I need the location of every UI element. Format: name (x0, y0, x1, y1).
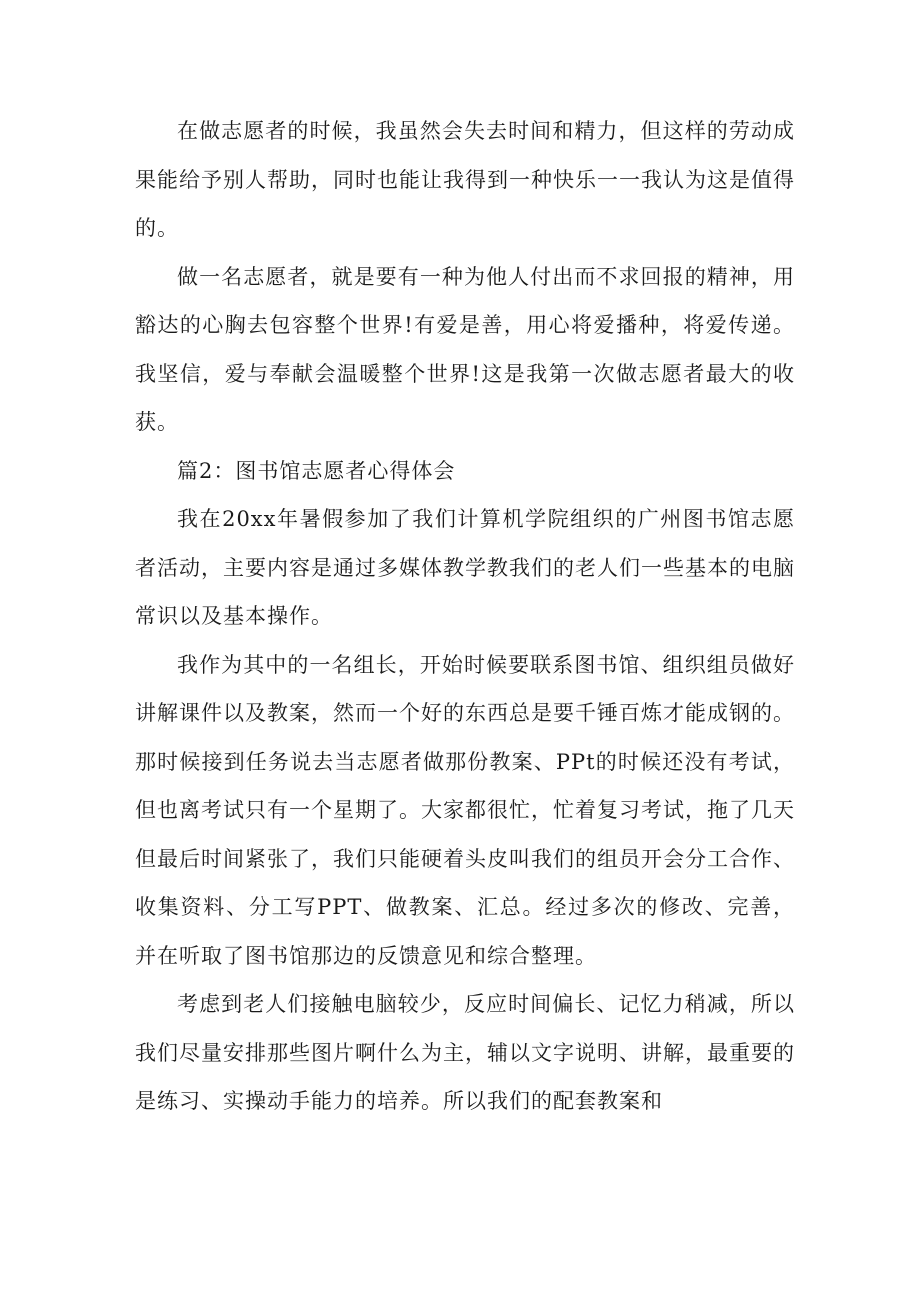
paragraph-teaching-plan: 考虑到老人们接触电脑较少，反应时间偏长、记忆力稍减，所以我们尽量安排那些图片啊什么为主，辅以文字说明、讲解，最重要的是练习、实操动手能力的培养。所以我们的配套教案和 (135, 992, 795, 1113)
paragraph-volunteer-time: 在做志愿者的时候，我虽然会失去时间和精力，但这样的劳动成果能给予别人帮助，同时也能让我得到一种快乐一一我认为这是值得的。 (135, 119, 795, 240)
document-body (135, 107, 795, 1126)
paragraph-library-activity: 我在20xx年暑假参加了我们计算机学院组织的广州图书馆志愿者活动，主要内容是通过多媒体教学教我们的老人们一些基本的电脑常识以及基本操作。 (135, 507, 795, 628)
paragraph-team-leader: 我作为其中的一名组长，开始时候要联系图书馆、组织组员做好讲解课件以及教案，然而一个好的东西总是要千锤百炼才能成钢的。那时候接到任务说去当志愿者做那份教案、PPt的时候还没有考试，但也离考试只有一个星期了。大家都很忙，忙着复习考试，拖了几天但最后时间紧张了，我们只能硬着头皮叫我们的组员开会分工合作、收集资料、分工写PPT、做教案、汇总。经过多次的修改、完善，并在听取了图书馆那边的反馈意见和综合整理。 (135, 652, 795, 968)
paragraph-volunteer-spirit: 做一名志愿者，就是要有一种为他人付出而不求回报的精神，用豁达的心胸去包容整个世界!有爱是善，用心将爱播种，将爱传递。我坚信，爱与奉献会温暖整个世界!这是我第一次做志愿者最大的收获。 (135, 264, 795, 434)
section-heading: 篇2：图书馆志愿者心得体会 (177, 458, 456, 483)
